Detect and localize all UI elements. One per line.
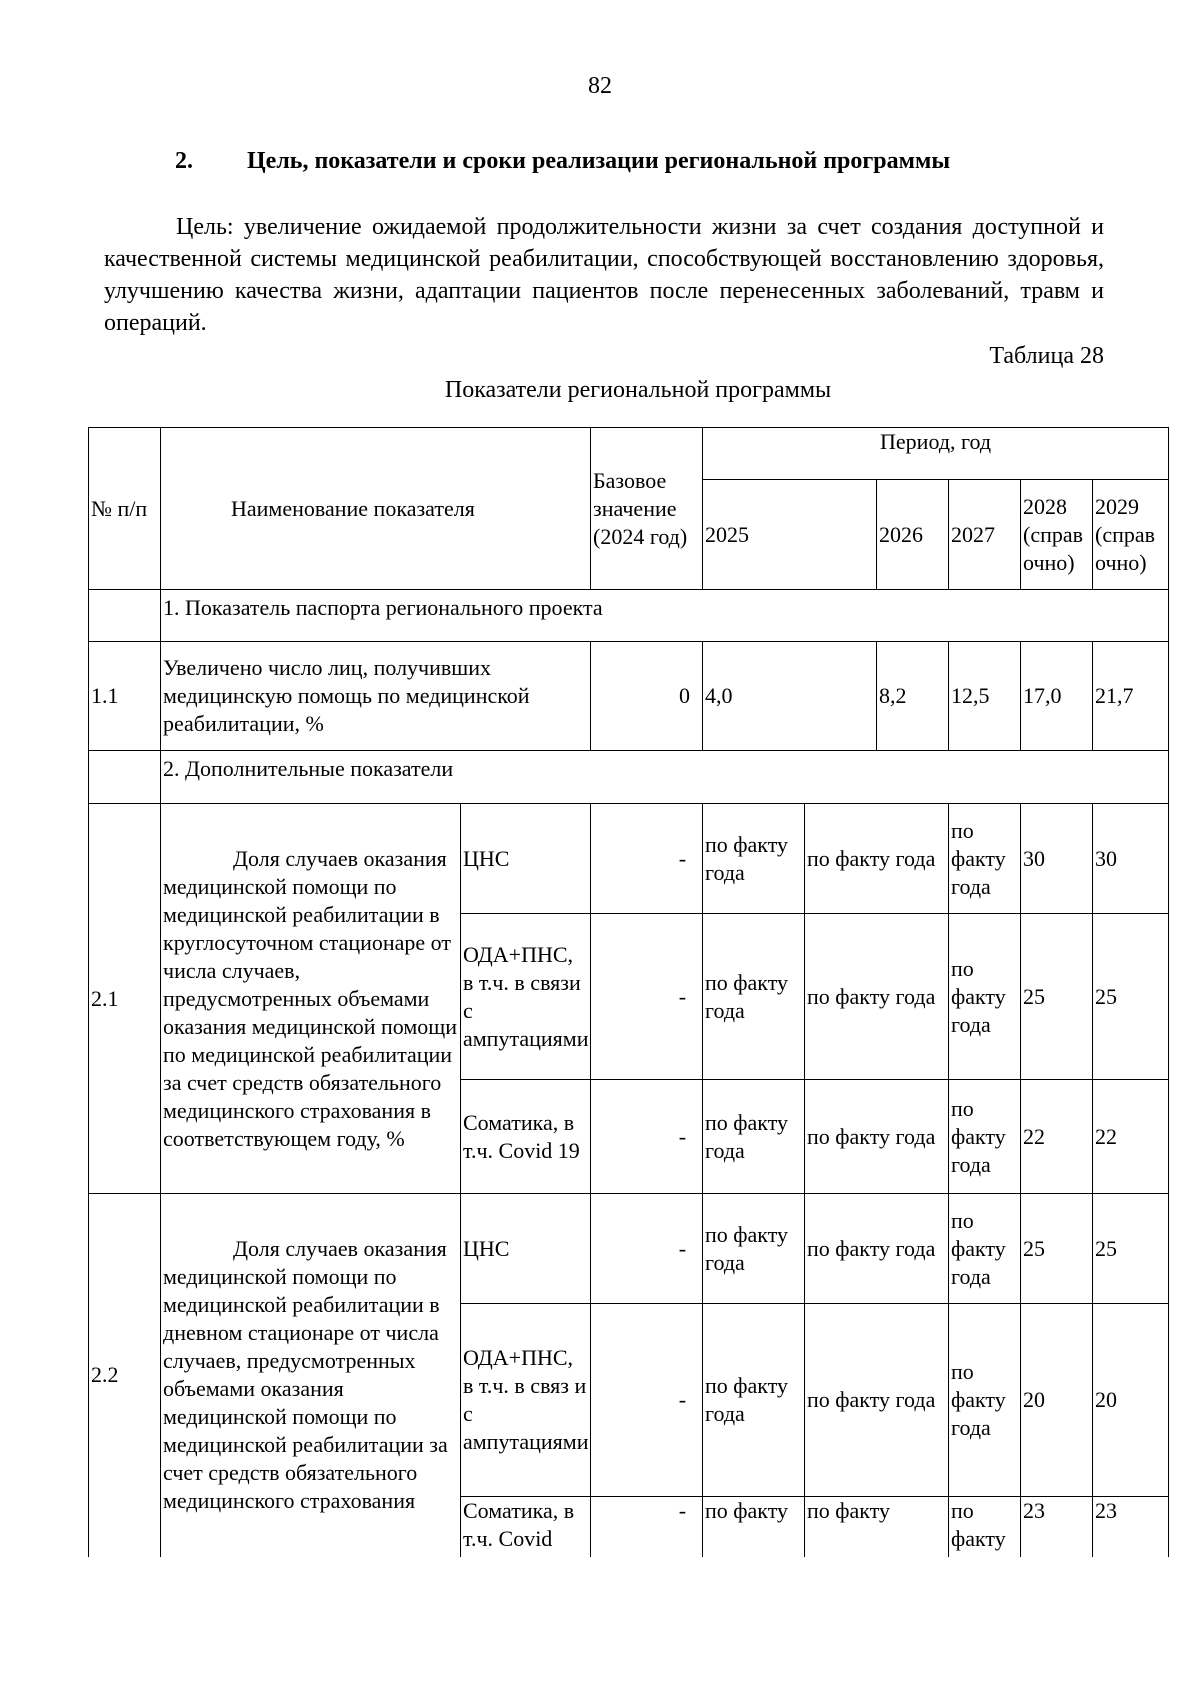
row-2-1-b-2029: 25: [1093, 914, 1169, 1080]
row-2-1-c-2029: 22: [1093, 1080, 1169, 1194]
row-2-1-b-2025: по факту года: [703, 914, 805, 1080]
row-2-1-b-2028: 25: [1021, 914, 1093, 1080]
row-1-1-2025: 4,0: [703, 642, 877, 751]
row-2-1-a-2025: по факту года: [703, 804, 805, 914]
table-row: [89, 1194, 1169, 1304]
header-year-2029: 2029 (справ очно): [1093, 480, 1169, 590]
row-2-2-b-label: ОДА+ПНС, в т.ч. в связ и с ампутациями: [461, 1304, 591, 1497]
section-number: 2.: [175, 148, 193, 174]
row-2-2-c-2026: по факту: [805, 1497, 949, 1557]
header-num: № п/п: [89, 428, 161, 590]
row-2-2-c-2025: по факту: [703, 1497, 805, 1557]
row-2-1-b-2026: по факту года: [805, 914, 949, 1080]
row-2-2-c-base: -: [591, 1497, 703, 1557]
row-2-2-a-2027: по факту года: [949, 1194, 1021, 1304]
row-2-1-num: 2.1: [89, 804, 161, 1194]
header-base: Базовое значение (2024 год): [591, 428, 703, 590]
table-row: [89, 642, 1169, 751]
header-year-2027: 2027: [949, 480, 1021, 590]
row-2-2-a-2028: 25: [1021, 1194, 1093, 1304]
header-year-2025: 2025: [703, 480, 877, 590]
row-2-2-b-2027: по факту года: [949, 1304, 1021, 1497]
row-2-1-b-base: -: [591, 914, 703, 1080]
row-2-2-num: 2.2: [89, 1194, 161, 1557]
row-2-1-c-base: -: [591, 1080, 703, 1194]
row-1-1-num: 1.1: [89, 642, 161, 751]
row-1-1-2026: 8,2: [877, 642, 949, 751]
section2-title: 2. Дополнительные показатели: [161, 751, 1169, 804]
section2-num-cell: [89, 751, 161, 804]
row-2-1-a-base: -: [591, 804, 703, 914]
row-1-1-name: Увеличено число лиц, получивших медицинскую помощь по медицинской реабилитации, %: [161, 642, 591, 751]
row-1-1-base: 0: [591, 642, 703, 751]
row-2-2-b-2026: по факту года: [805, 1304, 949, 1497]
row-2-1-c-2025: по факту года: [703, 1080, 805, 1194]
row-2-1-b-label: ОДА+ПНС, в т.ч. в связи с ампутациями: [461, 914, 591, 1080]
row-2-2-c-label: Соматика, в т.ч. Covid: [461, 1497, 591, 1557]
row-2-1-a-label: ЦНС: [461, 804, 591, 914]
row-2-2-b-2025: по факту года: [703, 1304, 805, 1497]
row-2-1-name: Доля случаев оказания медицинской помощи по медицинской реабилитации в круглосуточном стационаре от числа случаев, предусмотренных объемами оказания медицинской помощи по медицинской реабилитации за счет средств обязательного медицинского страхования в соответствующем году, %: [161, 804, 461, 1194]
row-2-1-c-2027: по факту года: [949, 1080, 1021, 1194]
header-year-2026: 2026: [877, 480, 949, 590]
row-2-1-c-2028: 22: [1021, 1080, 1093, 1194]
section1-title: 1. Показатель паспорта регионального проекта: [161, 590, 1169, 642]
row-1-1-2028: 17,0: [1021, 642, 1093, 751]
goal-paragraph: Цель: увеличение ожидаемой продолжительности жизни за счет создания доступной и качественной системы медицинской реабилитации, способствующей восстановлению здоровья, улучшению качества жизни, адаптации пациентов после перенесенных заболеваний, травм и операций.: [104, 214, 1104, 336]
row-2-1-c-2026: по факту года: [805, 1080, 949, 1194]
section-title: Цель, показатели и сроки реализации региональной программы: [247, 148, 951, 174]
page-number: 82: [588, 73, 612, 99]
row-2-2-a-base: -: [591, 1194, 703, 1304]
row-2-2-b-2028: 20: [1021, 1304, 1093, 1497]
row-2-2-a-2029: 25: [1093, 1194, 1169, 1304]
row-1-1-2029: 21,7: [1093, 642, 1169, 751]
row-2-2-b-base: -: [591, 1304, 703, 1497]
row-2-2-b-2029: 20: [1093, 1304, 1169, 1497]
row-1-1-2027: 12,5: [949, 642, 1021, 751]
row-2-1-a-2027: по факту года: [949, 804, 1021, 914]
row-2-1-a-2028: 30: [1021, 804, 1093, 914]
row-2-1-a-2029: 30: [1093, 804, 1169, 914]
table-row: [89, 804, 1169, 914]
section-heading: [175, 146, 950, 176]
row-2-2-c-2029: 23: [1093, 1497, 1169, 1557]
header-year-2028: 2028 (справ очно): [1021, 480, 1093, 590]
row-2-2-a-2026: по факту года: [805, 1194, 949, 1304]
header-period: Период, год: [703, 428, 1169, 480]
table-label: Таблица 28: [989, 343, 1104, 369]
row-2-2-a-label: ЦНС: [461, 1194, 591, 1304]
row-2-1-b-2027: по факту года: [949, 914, 1021, 1080]
row-2-2-name: Доля случаев оказания медицинской помощи по медицинской реабилитации в дневном стационаре от числа случаев, предусмотренных объемами оказания медицинской помощи по медицинской реабилитации за счет средств обязательного медицинского страхования: [161, 1194, 461, 1557]
row-2-1-a-2026: по факту года: [805, 804, 949, 914]
row-2-1-c-label: Соматика, в т.ч. Covid 19: [461, 1080, 591, 1194]
row-2-2-c-2027: по факту: [949, 1497, 1021, 1557]
row-2-2-a-2025: по факту года: [703, 1194, 805, 1304]
indicators-table: [88, 427, 1169, 1557]
section1-num-cell: [89, 590, 161, 642]
row-2-2-c-2028: 23: [1021, 1497, 1093, 1557]
header-name: Наименование показателя: [161, 428, 591, 590]
table-caption: Показатели региональной программы: [444, 377, 832, 403]
